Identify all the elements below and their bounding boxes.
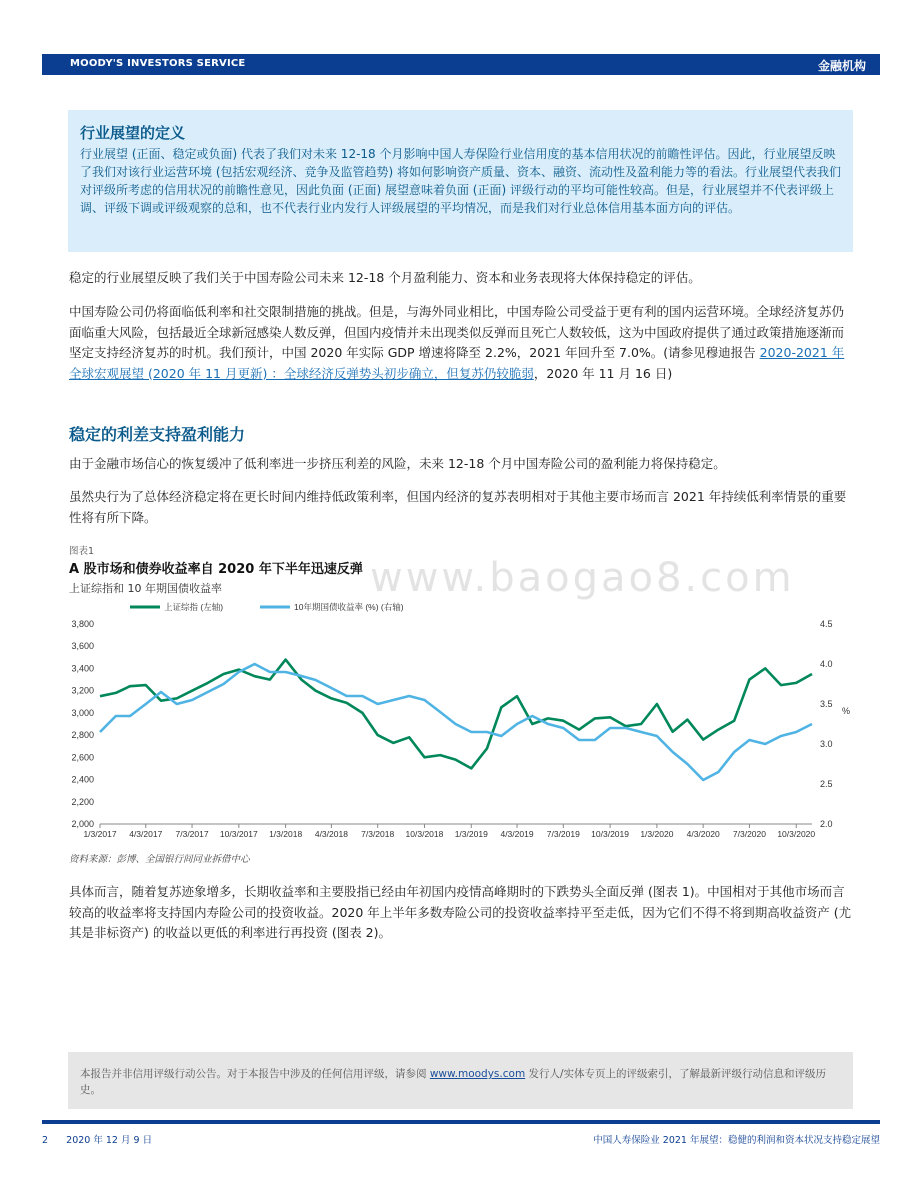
x-tick-label: 10/3/2019 — [591, 829, 630, 839]
y-left-tick-label: 3,400 — [71, 663, 94, 674]
series-line-bond-yield — [100, 664, 812, 780]
definition-title: 行业展望的定义 — [80, 124, 186, 142]
section-name: 金融机构 — [817, 59, 866, 73]
paragraph-environment — [69, 302, 852, 384]
y-left-tick-label: 2,600 — [71, 752, 94, 763]
y-right-tick-label: 3.0 — [820, 739, 833, 749]
series-line-shanghai-index — [100, 660, 812, 769]
x-tick-label: 10/3/2020 — [777, 829, 816, 839]
paragraph-rebound: 具体而言，随着复苏迹象增多，长期收益率和主要股指已经由年初国内疫情高峰期时的下跌势头全面反弹 (图表 1)。中国相对于其他市场而言较高的收益率将支持国内寿险公司的投资收益。2020 年上半年多数寿险公司的投资收益率持平至走低，因为它们不得不将到期高收益资产 (尤其是非标资产) 的收益以更低的利率进行再投资 (图表 2)。 — [69, 884, 852, 940]
disclaimer-text — [80, 1066, 840, 1098]
definition-box — [68, 110, 853, 252]
x-tick-label: 4/3/2018 — [314, 829, 348, 839]
x-tick-label: 1/3/2017 — [83, 829, 117, 839]
report-name: 中国人寿保险业 2021 年展望：稳健的利润和资本状况支持稳定展望 — [593, 1135, 880, 1146]
section-heading: 稳定的利差支持盈利能力 — [69, 425, 246, 444]
y-left-tick-label: 3,200 — [71, 685, 94, 696]
y-left-tick-label: 2,000 — [71, 819, 94, 829]
x-tick-label: 4/3/2019 — [500, 829, 534, 839]
x-tick-label: 1/3/2020 — [640, 829, 674, 839]
disclaimer-before: 本报告并非信用评级行动公告。对于本报告中涉及的任何信用评级，请参阅 — [80, 1068, 430, 1080]
report-link[interactable]: 2020-2021 年全球宏观展望 (2020 年 11 月更新) ：全球经济反弹势头初步确立，但复苏仍较脆弱 — [69, 345, 845, 381]
legend-label: 上证综指 (左轴) — [164, 602, 224, 612]
x-tick-label: 10/3/2017 — [219, 829, 258, 839]
paragraph-environment-tail: ，2020 年 11 月 16 日) — [533, 365, 673, 381]
watermark: www.baogao8.com — [370, 555, 795, 601]
report-date: 2020 年 12 月 9 日 — [66, 1135, 153, 1146]
y-left-tick-label: 3,600 — [71, 641, 94, 652]
x-tick-label: 1/3/2018 — [269, 829, 303, 839]
x-tick-label: 7/3/2017 — [175, 829, 209, 839]
disclaimer-box — [68, 1052, 853, 1109]
paragraph-policy-rate: 虽然央行为了总体经济稳定将在更长时间内维持低政策利率，但国内经济的复苏表明相对于其他主要市场而言 2021 年持续低利率情景的重要性将有所下降。 — [69, 489, 847, 525]
x-tick-label: 1/3/2019 — [454, 829, 488, 839]
paragraph-profitability: 由于金融市场信心的恢复缓冲了低利率进一步挤压利差的风险，未来 12-18 个月中国寿险公司的盈利能力将保持稳定。 — [69, 456, 726, 471]
disclaimer-after: 发行人/实体专页上的评级索引，了解最新评级行动信息和评级历史。 — [80, 1068, 827, 1096]
y-left-tick-label: 3,800 — [71, 619, 94, 629]
y-left-tick-label: 2,200 — [71, 796, 94, 807]
x-tick-label: 7/3/2019 — [546, 829, 580, 839]
footer-left — [42, 1132, 152, 1146]
legend-label: 10年期国债收益率 (%) (右轴) — [294, 602, 404, 612]
y-right-tick-label: 3.5 — [820, 699, 833, 709]
header-bar — [42, 54, 880, 75]
figure-title: A 股市场和债券收益率自 2020 年下半年迅速反弹 — [69, 562, 363, 577]
line-chart — [60, 596, 850, 846]
y-right-tick-label: 2.5 — [820, 779, 833, 789]
x-tick-label: 7/3/2018 — [361, 829, 395, 839]
y-right-tick-label: 2.0 — [820, 819, 833, 829]
x-tick-label: 7/3/2020 — [732, 829, 766, 839]
y-left-tick-label: 3,000 — [71, 707, 94, 718]
y-right-tick-label: 4.0 — [820, 659, 833, 669]
y-right-unit-label: % — [842, 706, 850, 716]
definition-text: 行业展望 (正面、稳定或负面) 代表了我们对未来 12-18 个月影响中国人寿保险行业信用度的基本信用状况的前瞻性评估。因此，行业展望反映了我们对该行业运营环境 (包括宏观经济、竞争及监管趋势) 将如何影响资产质量、资本、融资、流动性及盈利能力等的看法。行业展望代表我们对评级所考虑的信用状况的前瞻性意见，因此负面 (正面) 展望意味着负面 (正面) 评级行动的平均可能性较高。但是，行业展望并不代表评级上调、评级下调或评级观察的总和，也不代表行业内发行人评级展望的平均情况，而是我们对行业总体信用基本面方向的评估。 — [80, 147, 841, 215]
paragraph-environment-text: 中国寿险公司仍将面临低利率和社交限制措施的挑战。但是，与海外同业相比，中国寿险公司受益于更有利的国内运营环境。全球经济复苏仍面临重大风险，包括最近全球新冠感染人数反弹，但国内疫情并未出现类似反弹而且死亡人数较低，这为中国政府提供了通过政策措施逐渐而坚定支持经济复苏的时机。我们预计，中国 2020 年实际 GDP 增速将降至 2.2%，2021 年回升至 7.0%。(请参见穆迪报告 — [69, 304, 845, 360]
x-tick-label: 4/3/2020 — [686, 829, 720, 839]
footer-rule — [42, 1120, 880, 1124]
y-left-tick-label: 2,400 — [71, 774, 94, 785]
page-number: 2 — [42, 1135, 49, 1146]
figure-source: 资料来源：彭博、全国银行间同业拆借中心 — [69, 854, 250, 865]
y-left-tick-label: 2,800 — [71, 730, 94, 741]
x-tick-label: 10/3/2018 — [405, 829, 444, 839]
moodys-link[interactable]: www.moodys.com — [429, 1068, 526, 1080]
paragraph-outlook: 稳定的行业展望反映了我们关于中国寿险公司未来 12-18 个月盈利能力、资本和业务表现将大体保持稳定的评估。 — [69, 270, 701, 285]
brand-name: MOODY'S INVESTORS SERVICE — [70, 58, 246, 69]
x-tick-label: 4/3/2017 — [129, 829, 163, 839]
y-right-tick-label: 4.5 — [820, 619, 833, 629]
figure-label: 图表1 — [69, 546, 95, 557]
figure-subtitle: 上证综指和 10 年期国债收益率 — [69, 582, 222, 595]
